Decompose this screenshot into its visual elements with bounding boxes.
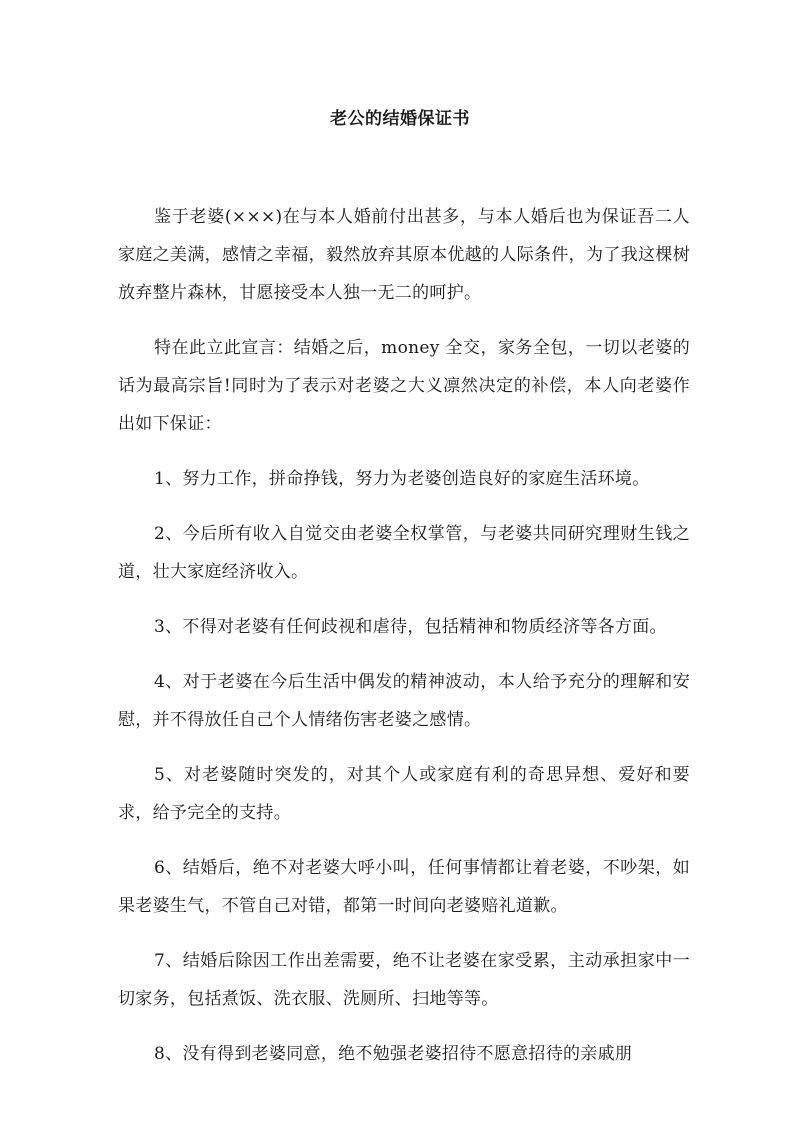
pledge-item-1: 1、努力工作，拼命挣钱，努力为老婆创造良好的家庭生活环境。 xyxy=(154,469,650,489)
document-title: 老公的结婚保证书 xyxy=(330,109,470,129)
paragraph-declaration: 特在此立此宣言：结婚之后，money 全交，家务全包，一切以老婆的话为最高宗旨!同时为了表示对老婆之大义凛然决定的补偿，本人向老婆作出如下保证： xyxy=(118,338,690,434)
pledge-item-2: 2、今后所有收入自觉交由老婆全权掌管，与老婆共同研究理财生钱之道，壮大家庭经济收入。 xyxy=(118,524,690,582)
pledge-item-7: 7、结婚后除因工作出差需要，绝不让老婆在家受累，主动承担家中一切家务，包括煮饭、洗衣服、洗厕所、扫地等等。 xyxy=(118,951,690,1009)
pledge-item-8: 8、没有得到老婆同意，绝不勉强老婆招待不愿意招待的亲戚朋 xyxy=(154,1044,633,1064)
pledge-item-6: 6、结婚后，绝不对老婆大呼小叫，任何事情都让着老婆，不吵架，如果老婆生气，不管自己对错，都第一时间向老婆赔礼道歉。 xyxy=(118,858,690,916)
document-body xyxy=(118,198,690,1090)
pledge-item-5: 5、对老婆随时突发的，对其个人或家庭有利的奇思异想、爱好和要求，给予完全的支持。 xyxy=(118,765,690,823)
paragraph-preamble: 鉴于老婆(×××)在与本人婚前付出甚多，与本人婚后也为保证吾二人家庭之美满，感情之幸福，毅然放弃其原本优越的人际条件，为了我这棵树放弃整片森林，甘愿接受本人独一无二的呵护。 xyxy=(118,207,690,303)
pledge-item-3: 3、不得对老婆有任何歧视和虐待，包括精神和物质经济等各方面。 xyxy=(154,617,667,637)
pledge-item-4: 4、对于老婆在今后生活中偶发的精神波动，本人给予充分的理解和安慰，并不得放任自己个人情绪伤害老婆之感情。 xyxy=(118,672,690,730)
